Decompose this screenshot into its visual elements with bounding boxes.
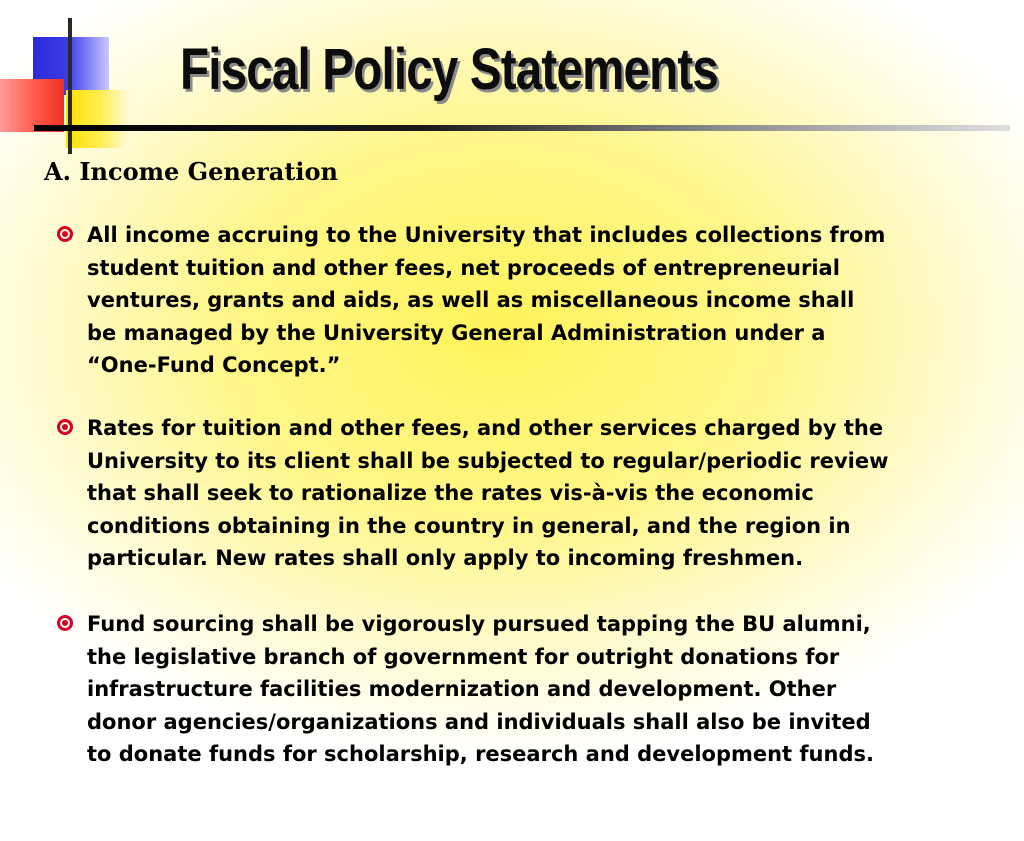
bullet-line: ventures, grants and aids, as well as miscellaneous income shall [87, 288, 855, 313]
bullet-line: that shall seek to rationalize the rates vis-à-vis the economic [87, 481, 814, 506]
bullet-text [57, 219, 987, 382]
bullet-item [57, 608, 987, 771]
bullet-item [57, 219, 987, 382]
slide-title: Fiscal Policy Statements [180, 37, 719, 102]
bullet-line: infrastructure facilities modernization and development. Other [87, 677, 837, 702]
bullet-text [57, 608, 987, 771]
bullet-line: student tuition and other fees, net proceeds of entrepreneurial [87, 255, 840, 280]
bullet-line: “One-Fund Concept.” [87, 353, 341, 378]
decorative-yellow-square [66, 90, 130, 148]
bullet-item [57, 412, 987, 575]
decorative-vertical-line [68, 18, 72, 154]
bullet-line: conditions obtaining in the country in general, and the region in [87, 513, 851, 538]
bullet-text [57, 412, 987, 575]
bullet-line: Fund sourcing shall be vigorously pursued tapping the BU alumni, [87, 612, 871, 636]
section-heading: A. Income Generation [44, 157, 338, 186]
circled-dot-bullet-icon [57, 615, 73, 631]
bullet-line: donor agencies/organizations and individuals shall also be invited [87, 709, 871, 734]
bullet-line: be managed by the University General Administration under a [87, 320, 826, 345]
bullet-line: particular. New rates shall only apply to incoming freshmen. [87, 546, 804, 571]
bullet-line: the legislative branch of government for outright donations for [87, 644, 840, 669]
circled-dot-bullet-icon [57, 226, 73, 242]
title-underline-rule [34, 125, 1010, 131]
circled-dot-bullet-icon [57, 419, 73, 435]
bullet-line: to donate funds for scholarship, research and development funds. [87, 742, 874, 767]
bullet-line: University to its client shall be subjected to regular/periodic review [87, 448, 889, 473]
bullet-line: Rates for tuition and other fees, and other services charged by the [87, 416, 884, 440]
bullet-line: All income accruing to the University that includes collections from [87, 223, 886, 247]
